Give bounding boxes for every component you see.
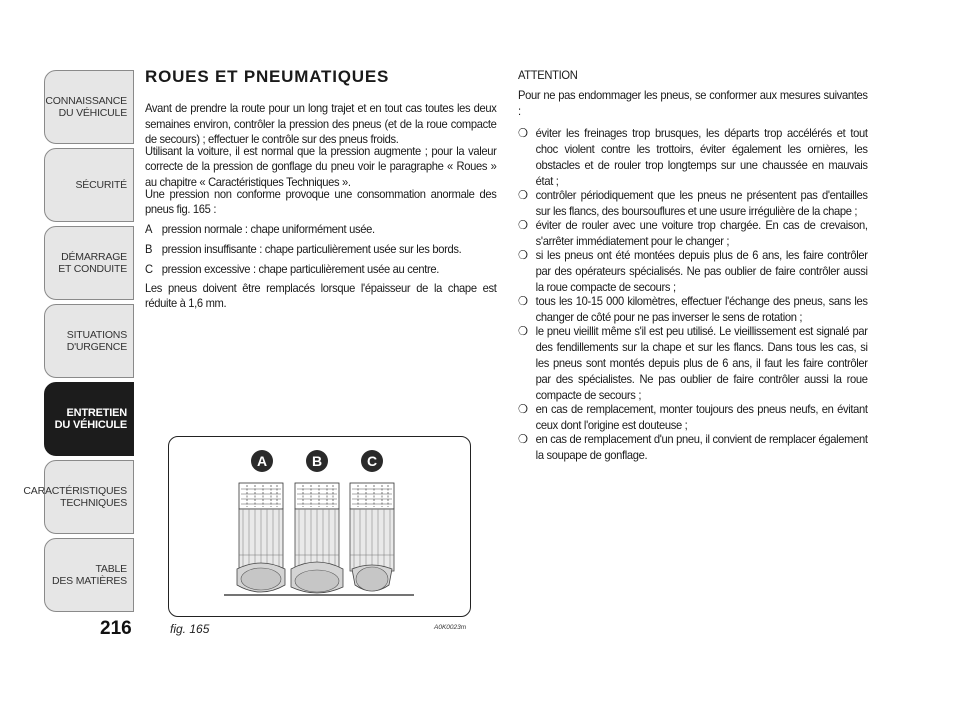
bullet-text: en cas de remplacement d'un pneu, il convient de remplacer également la soupape de gonflage. bbox=[535, 432, 868, 462]
tab-demarrage-et-conduite[interactable] bbox=[44, 226, 134, 300]
bullet-icon: ❍ bbox=[518, 294, 528, 308]
label-b: B bbox=[311, 453, 323, 469]
bullet-text: éviter de rouler avec une voiture trop chargée. En cas de crevaison, s'arrêter immédiatement pour le changer ; bbox=[535, 218, 868, 248]
tab-label: CARACTÉRISTIQUES TECHNIQUES bbox=[23, 485, 127, 509]
list-item-b bbox=[145, 241, 497, 257]
list-letter: C bbox=[145, 261, 153, 276]
bullet-text: le pneu vieillit même s'il est peu utilisé. Le vieillissement est signalé par des fendillements sur la chape et sur les flancs. Dans tous les cas, si les pneus sont montés depuis plus de 6 ans, il faut les faire contrôler par des spécialistes. Ne pas oublier de faire contrôler aussi la roue compacte de secours ; bbox=[535, 324, 868, 402]
bullet-icon: ❍ bbox=[518, 324, 528, 338]
tire-a-illustration bbox=[237, 483, 285, 592]
list-text: pression normale : chape uniformément usée. bbox=[161, 221, 375, 236]
tab-label: SÉCURITÉ bbox=[75, 179, 127, 191]
list-item-a bbox=[145, 221, 497, 237]
figure-code: A0K0023m bbox=[434, 624, 467, 631]
attention-intro: Pour ne pas endommager les pneus, se conformer aux mesures suivantes : bbox=[518, 88, 868, 118]
tab-label: ENTRETIEN DU VÉHICULE bbox=[54, 407, 127, 431]
bullet-text: contrôler périodiquement que les pneus ne présentent pas d'entailles sur les flancs, des boursouflures et une usure irrégulière de la chape ; bbox=[535, 188, 868, 218]
tire-c-illustration bbox=[350, 483, 394, 591]
figure-tire-wear bbox=[168, 436, 471, 617]
bullet-item bbox=[518, 401, 868, 433]
list-letter: B bbox=[145, 241, 153, 256]
left-column bbox=[145, 67, 497, 312]
bullet-item bbox=[518, 217, 868, 249]
paragraph-1: Avant de prendre la route pour un long trajet et en tout cas toutes les deux semaines environ, contrôler la pression des pneus (et de la roue compacte de secours) ; effectuer le contrôle sur des pneus froids. bbox=[145, 101, 497, 147]
bullet-icon: ❍ bbox=[518, 248, 528, 262]
list-item-c bbox=[145, 261, 497, 277]
tab-label: DÉMARRAGE ET CONDUITE bbox=[58, 251, 127, 275]
tab-entretien-du-vehicule[interactable] bbox=[44, 382, 134, 456]
label-a: A bbox=[256, 453, 268, 469]
bullet-icon: ❍ bbox=[518, 218, 528, 232]
list-text: pression insuffisante : chape particulièrement usée sur les bords. bbox=[161, 241, 462, 256]
tab-label: SITUATIONS D'URGENCE bbox=[66, 329, 127, 353]
tab-securite[interactable] bbox=[44, 148, 134, 222]
attention-heading: ATTENTION bbox=[518, 68, 578, 82]
bullet-text: tous les 10-15 000 kilomètres, effectuer l'échange des pneus, sans les changer de côté pour ne pas inverser le sens de rotation ; bbox=[535, 294, 868, 324]
bullet-item bbox=[518, 247, 868, 295]
bullet-text: éviter les freinages trop brusques, les départs trop accélérés et tout choc violent contre les trottoirs, éviter également les ornières, les obstacles et de rouler trop longtemps sur une chaussée en mauvais état ; bbox=[535, 126, 868, 188]
label-a-badge bbox=[251, 450, 273, 472]
paragraph-3: Une pression non conforme provoque une consommation anormale des pneus fig. 165 : bbox=[145, 186, 497, 217]
section-title: ROUES ET PNEUMATIQUES bbox=[145, 67, 390, 86]
bullet-item bbox=[518, 293, 868, 325]
paragraph-2: Utilisant la voiture, il est normal que la pression augmente ; pour la valeur correcte de la pression de gonflage du pneu voir le paragraphe « Roues » au chapitre « Caractéristiques Techniques ». bbox=[145, 143, 497, 189]
tab-table-des-matieres[interactable] bbox=[44, 538, 134, 612]
bullet-text: si les pneus ont été montées depuis plus de 6 ans, les faire contrôler par des opérateurs spécialisés. Ne pas oublier de faire contrôler aussi la roue compacte de secours ; bbox=[535, 248, 868, 294]
tab-label: TABLE DES MATIÈRES bbox=[51, 563, 127, 587]
bullet-item bbox=[518, 187, 868, 219]
bullet-item bbox=[518, 431, 868, 463]
label-c-badge bbox=[361, 450, 383, 472]
paragraph-4: Les pneus doivent être remplacés lorsque l'épaisseur de la chape est réduite à 1,6 mm. bbox=[145, 280, 497, 311]
tab-label: CONNAISSANCE DU VÉHICULE bbox=[45, 95, 127, 119]
label-c: C bbox=[366, 453, 378, 469]
tire-wear-illustration bbox=[169, 437, 469, 615]
figure-caption: fig. 165 bbox=[170, 622, 210, 636]
tab-situations-d-urgence[interactable] bbox=[44, 304, 134, 378]
tab-caracteristiques-techniques[interactable] bbox=[23, 460, 134, 534]
bullet-icon: ❍ bbox=[518, 126, 528, 140]
tab-connaissance-du-vehicule[interactable] bbox=[44, 70, 134, 144]
tire-b-illustration bbox=[291, 483, 343, 593]
right-column bbox=[518, 67, 868, 463]
bullet-icon: ❍ bbox=[518, 188, 528, 202]
bullet-text: en cas de remplacement, monter toujours des pneus neufs, en évitant ceux dont l'origine est douteuse ; bbox=[535, 402, 868, 432]
list-letter: A bbox=[145, 221, 153, 236]
bullet-item bbox=[518, 323, 868, 403]
bullet-icon: ❍ bbox=[518, 402, 528, 416]
bullet-item bbox=[518, 125, 868, 189]
label-b-badge bbox=[306, 450, 328, 472]
bullet-icon: ❍ bbox=[518, 432, 528, 446]
page-number: 216 bbox=[100, 618, 132, 639]
list-text: pression excessive : chape particulièrement usée au centre. bbox=[161, 261, 440, 276]
